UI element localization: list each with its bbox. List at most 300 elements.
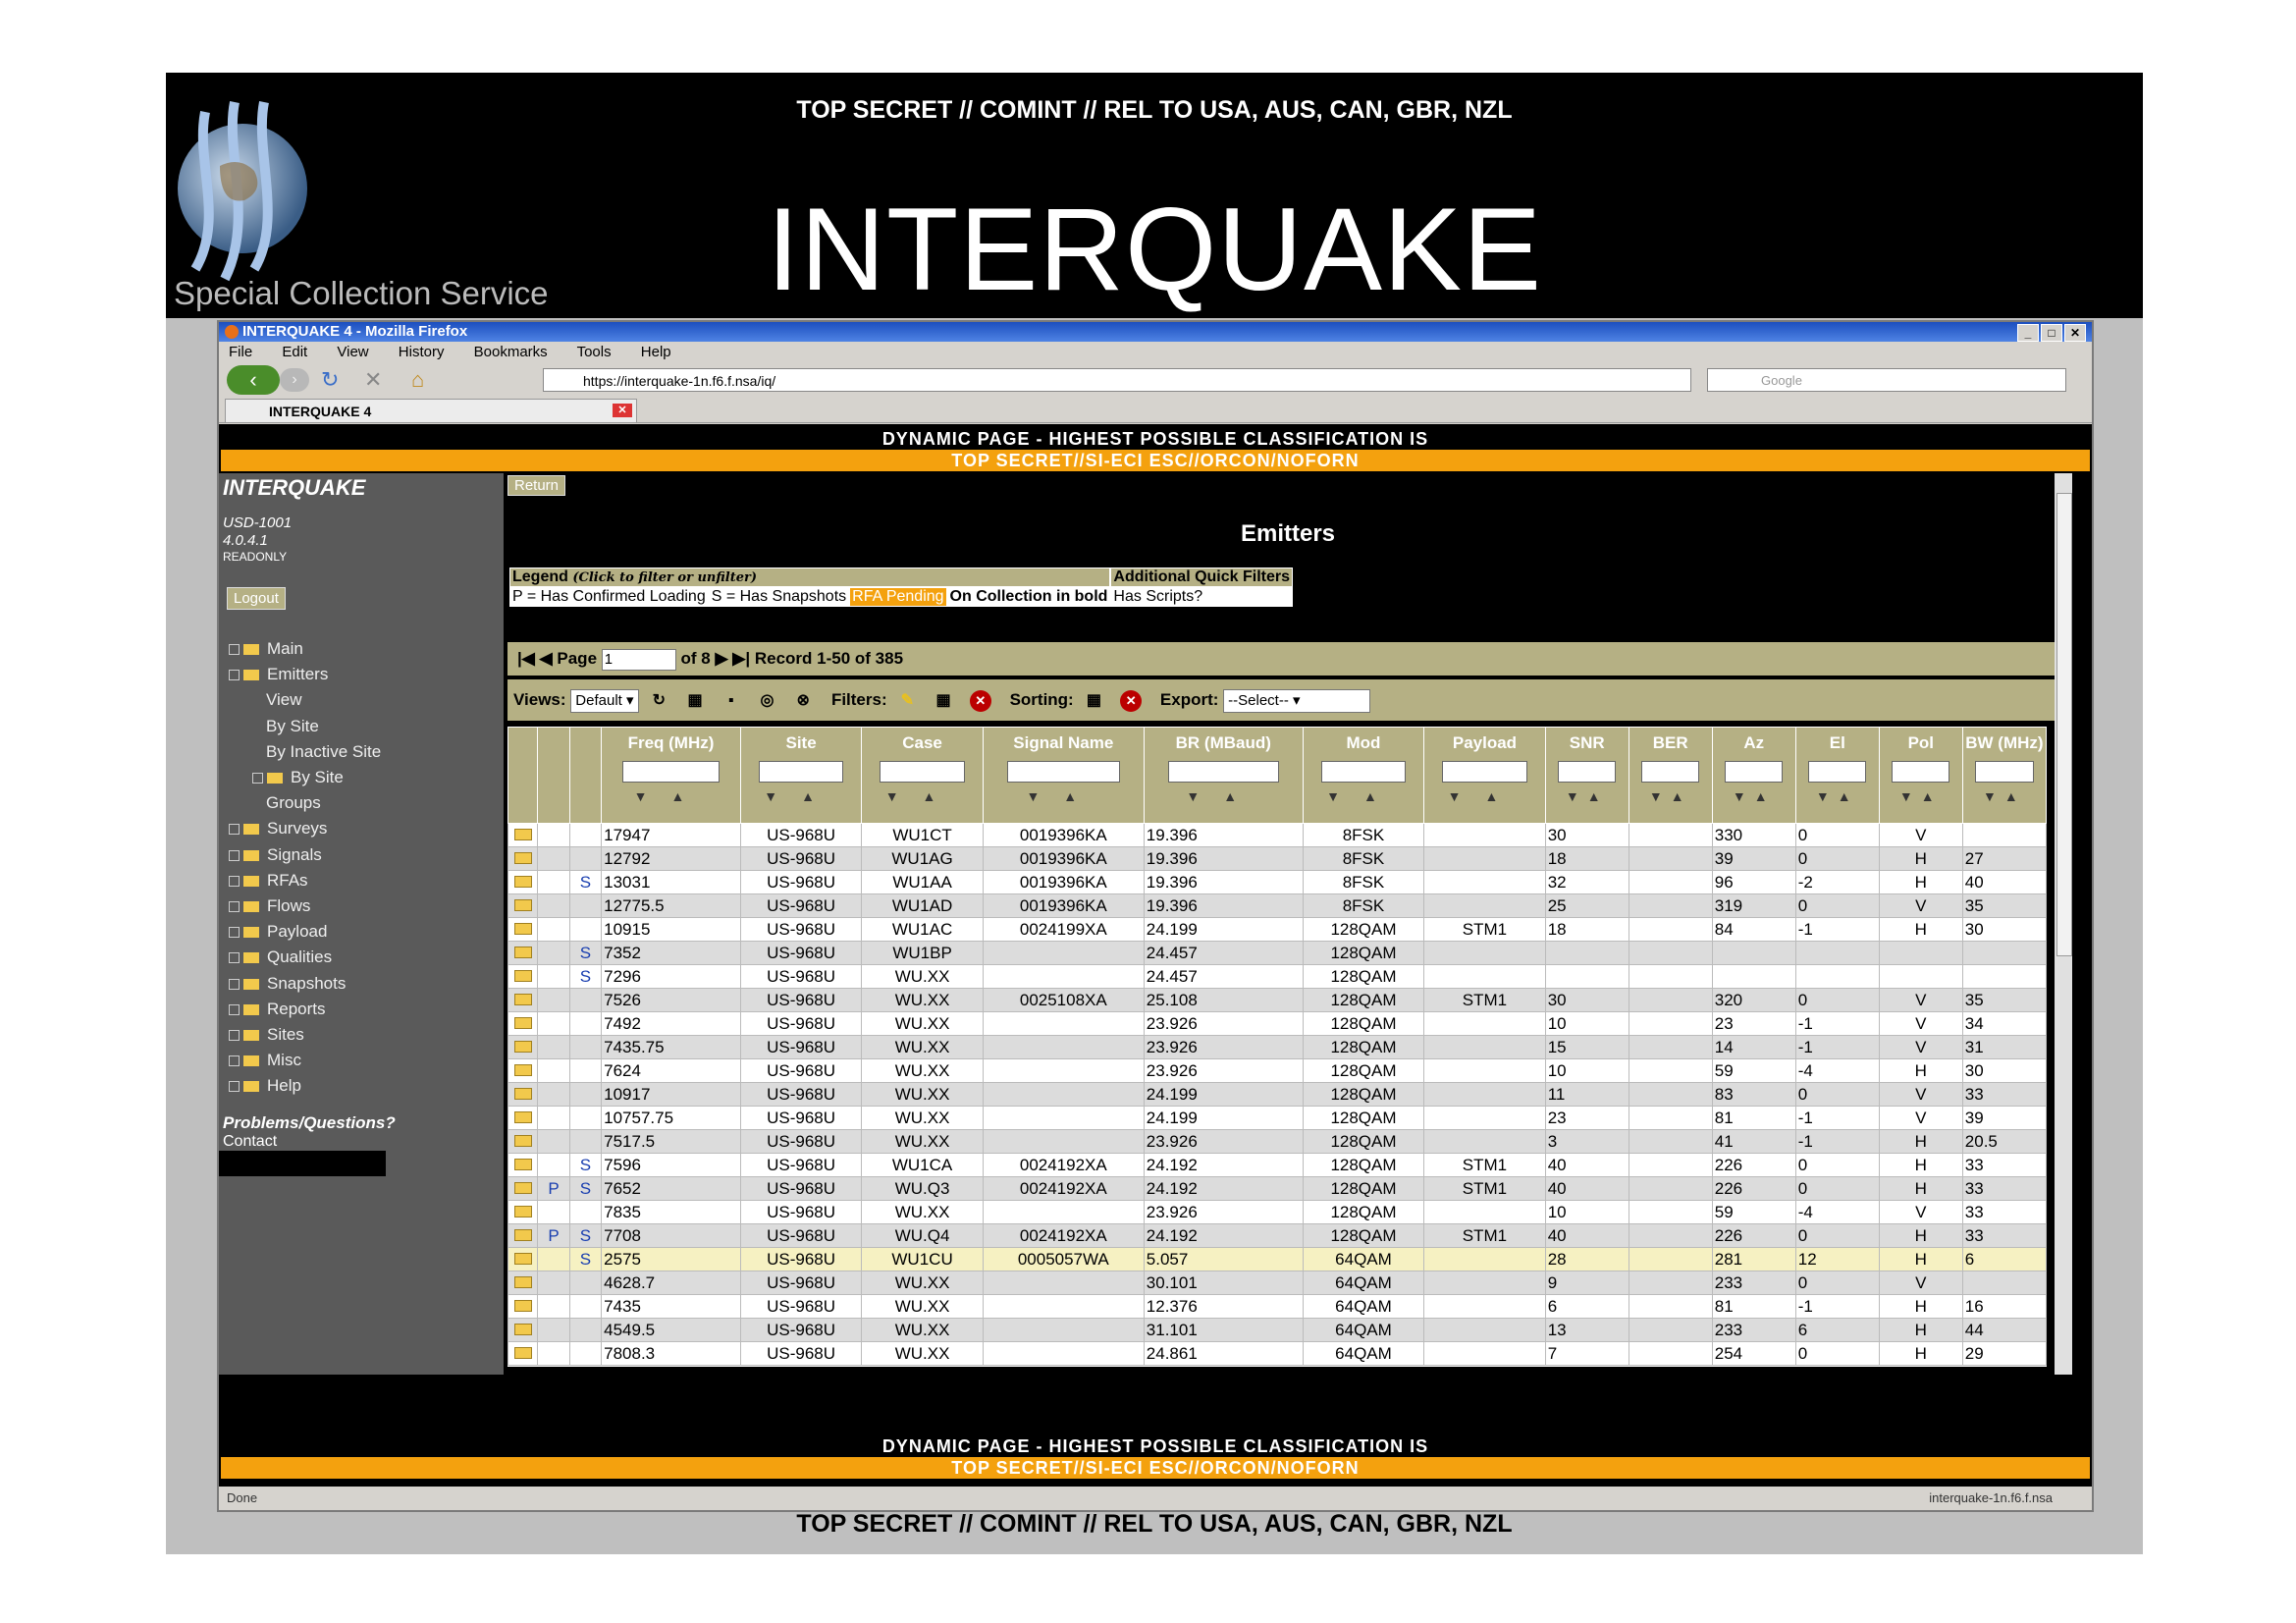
row-folder-icon[interactable]	[508, 1224, 538, 1248]
cell-pol: H	[1879, 1154, 1962, 1177]
col-az[interactable]: Az ▼▲	[1712, 728, 1795, 824]
cell-br: 19.396	[1144, 824, 1303, 847]
row-folder-icon[interactable]	[508, 1201, 538, 1224]
sort-arrows-icon[interactable]: ▼▲	[1983, 788, 2026, 804]
cell-el: 0	[1795, 989, 1879, 1012]
cell-az: 226	[1712, 1154, 1795, 1177]
tree-item-misc[interactable]: Misc	[229, 1048, 381, 1073]
cell-snr: 28	[1545, 1248, 1629, 1271]
cell-sig	[983, 1059, 1144, 1083]
cell-site: US-968U	[740, 1224, 861, 1248]
cell-az	[1712, 965, 1795, 989]
cell-ber	[1629, 1177, 1712, 1201]
row-folder-icon[interactable]	[508, 894, 538, 918]
freq-filter-input[interactable]	[622, 761, 720, 783]
flag-p: P	[538, 1224, 569, 1248]
close-window-button[interactable]: ✕	[2064, 324, 2086, 342]
grid-body	[508, 824, 2047, 1366]
cell-pol: H	[1879, 1059, 1962, 1083]
legend	[509, 568, 1293, 607]
flag-p	[538, 989, 569, 1012]
cell-az: 233	[1712, 1271, 1795, 1295]
folder-icon	[243, 644, 259, 655]
cell-pay	[1424, 1059, 1545, 1083]
sort-arrows-icon[interactable]: ▼▲	[633, 788, 709, 804]
cell-ber	[1629, 965, 1712, 989]
tree-item-view[interactable]: View	[266, 690, 302, 710]
table-row[interactable]	[508, 918, 2047, 942]
cell-br: 23.926	[1144, 1130, 1303, 1154]
folder-icon	[514, 947, 532, 958]
cell-bw: 33	[1962, 1201, 2046, 1224]
menu-tools[interactable]: Tools	[576, 344, 612, 360]
cell-case: WU.XX	[862, 1130, 983, 1154]
row-folder-icon[interactable]	[508, 1036, 538, 1059]
sort-arrows-icon[interactable]: ▼▲	[1815, 788, 1859, 804]
cell-az: 320	[1712, 989, 1795, 1012]
cell-snr	[1545, 965, 1629, 989]
tab-close-icon[interactable]: ✕	[613, 404, 632, 417]
cell-bw: 30	[1962, 1059, 2046, 1083]
row-folder-icon[interactable]	[508, 989, 538, 1012]
row-folder-icon[interactable]	[508, 1295, 538, 1319]
readonly-label: READONLY	[223, 550, 288, 564]
row-folder-icon[interactable]	[508, 1342, 538, 1366]
row-folder-icon[interactable]	[508, 1271, 538, 1295]
table-row[interactable]	[508, 1224, 2047, 1248]
browser-window	[217, 320, 2094, 1512]
col-signal-name[interactable]: Signal Name ▼▲	[983, 728, 1144, 824]
stop-icon[interactable]: ✕	[364, 367, 383, 392]
cell-sig	[983, 1342, 1144, 1366]
cell-pol: H	[1879, 1295, 1962, 1319]
table-row[interactable]	[508, 1295, 2047, 1319]
signal-filter-input[interactable]	[1007, 761, 1120, 783]
next-page-icon[interactable]: ▶	[715, 649, 728, 668]
cell-mod: 64QAM	[1303, 1248, 1423, 1271]
sort-arrows-icon[interactable]: ▼▲	[1898, 788, 1943, 804]
cell-az: 84	[1712, 918, 1795, 942]
grid-icon[interactable]: ▦	[687, 691, 703, 709]
col-bw[interactable]: BW (MHz) ▼▲	[1962, 728, 2046, 824]
table-row[interactable]	[508, 871, 2047, 894]
folder-icon	[514, 1182, 532, 1194]
delete-view-icon[interactable]: ⊗	[796, 691, 810, 709]
menu-history[interactable]: History	[398, 344, 445, 360]
pol-filter-input[interactable]	[1892, 761, 1949, 783]
cell-site: US-968U	[740, 1177, 861, 1201]
url-bar[interactable]	[543, 368, 1691, 392]
cell-pol: H	[1879, 1224, 1962, 1248]
col-pol[interactable]: Pol ▼▲	[1879, 728, 1962, 824]
sort-arrows-icon[interactable]: ▼▲	[1732, 788, 1776, 804]
flag-s: S	[569, 1224, 601, 1248]
cell-case: WU.XX	[862, 1083, 983, 1107]
cell-pol: H	[1879, 1130, 1962, 1154]
cell-az: 41	[1712, 1130, 1795, 1154]
sort-arrows-icon[interactable]: ▼▲	[1026, 788, 1101, 804]
cell-el: 0	[1795, 1083, 1879, 1107]
folder-icon	[514, 876, 532, 888]
mod-filter-input[interactable]	[1321, 761, 1406, 783]
cell-pol: V	[1879, 1036, 1962, 1059]
cell-site: US-968U	[740, 918, 861, 942]
row-folder-icon[interactable]	[508, 871, 538, 894]
cell-el: 0	[1795, 1177, 1879, 1201]
tree-item-rfas[interactable]: RFAs	[229, 868, 381, 893]
row-folder-icon[interactable]	[508, 1083, 538, 1107]
cell-freq: 7835	[602, 1201, 741, 1224]
table-row[interactable]	[508, 1107, 2047, 1130]
tree-item-reports[interactable]: Reports	[229, 997, 381, 1022]
cell-ber	[1629, 1083, 1712, 1107]
flag-p	[538, 1154, 569, 1177]
cell-br: 24.192	[1144, 1154, 1303, 1177]
cell-pay	[1424, 1130, 1545, 1154]
legend-snapshots[interactable]: S = Has Snapshots	[709, 587, 849, 607]
cell-site: US-968U	[740, 1012, 861, 1036]
flag-p	[538, 1295, 569, 1319]
cell-site: US-968U	[740, 1107, 861, 1130]
table-row[interactable]	[508, 1130, 2047, 1154]
tree-item-payload[interactable]: Payload	[229, 919, 381, 945]
return-button[interactable]: Return	[507, 475, 565, 496]
first-page-icon[interactable]: |◀	[517, 649, 535, 668]
cell-pol: V	[1879, 989, 1962, 1012]
url-text: https://interquake-1n.f6.f.nsa/iq/	[583, 373, 776, 389]
legend-rfa-pending[interactable]: RFA Pending	[849, 587, 946, 607]
forward-button[interactable]: ›	[280, 368, 309, 392]
tree-item-surveys[interactable]: Surveys	[229, 816, 381, 841]
vertical-scrollbar[interactable]	[2055, 473, 2072, 1375]
col-ber[interactable]: BER ▼▲	[1629, 728, 1712, 824]
cell-snr	[1545, 942, 1629, 965]
cell-pay	[1424, 1319, 1545, 1342]
cell-sig: 0005057WA	[983, 1248, 1144, 1271]
col-site[interactable]: Site ▼▲	[740, 728, 861, 824]
flag-p	[538, 965, 569, 989]
cell-pay: STM1	[1424, 1177, 1545, 1201]
cell-pay	[1424, 1083, 1545, 1107]
br-filter-input[interactable]	[1168, 761, 1279, 783]
cell-el: 0	[1795, 1224, 1879, 1248]
cell-mod: 128QAM	[1303, 1154, 1423, 1177]
save-icon[interactable]: ▪	[727, 691, 734, 709]
cell-snr: 6	[1545, 1295, 1629, 1319]
cell-el: -1	[1795, 1295, 1879, 1319]
cell-ber	[1629, 1036, 1712, 1059]
cell-case: WU.XX	[862, 1342, 983, 1366]
record-range: Record 1-50 of 385	[754, 649, 904, 668]
cell-bw: 6	[1962, 1248, 2046, 1271]
table-row[interactable]	[508, 1177, 2047, 1201]
flag-p	[538, 847, 569, 871]
cell-sig	[983, 1083, 1144, 1107]
row-folder-icon[interactable]	[508, 1248, 538, 1271]
cell-ber	[1629, 1201, 1712, 1224]
page-count: of 8	[680, 649, 711, 668]
cell-freq: 7652	[602, 1177, 741, 1201]
sort-arrows-icon[interactable]: ▼▲	[884, 788, 960, 804]
quick-filter-has-scripts[interactable]: Has Scripts?	[1110, 587, 1293, 607]
sort-arrows-icon[interactable]: ▼▲	[1186, 788, 1261, 804]
row-folder-icon[interactable]	[508, 1130, 538, 1154]
el-filter-input[interactable]	[1808, 761, 1866, 783]
folder-icon	[514, 970, 532, 982]
cell-freq: 7352	[602, 942, 741, 965]
cell-pol: V	[1879, 1271, 1962, 1295]
site-filter-input[interactable]	[759, 761, 843, 783]
folder-icon	[243, 876, 259, 887]
row-folder-icon[interactable]	[508, 1059, 538, 1083]
cell-pay	[1424, 1342, 1545, 1366]
flag-p	[538, 1271, 569, 1295]
cell-mod: 8FSK	[1303, 847, 1423, 871]
clear-sort-icon[interactable]: ✕	[1120, 690, 1142, 712]
cell-ber	[1629, 824, 1712, 847]
payload-filter-input[interactable]	[1442, 761, 1526, 783]
cell-sig: 0024192XA	[983, 1154, 1144, 1177]
filter-grid-icon[interactable]: ▦	[935, 691, 951, 709]
maximize-button[interactable]: □	[2041, 324, 2062, 342]
folder-icon	[243, 979, 259, 990]
refresh-icon[interactable]: ↻	[652, 691, 666, 709]
folder-icon	[514, 1253, 532, 1265]
page-input[interactable]	[602, 649, 676, 671]
cell-case: WU1AG	[862, 847, 983, 871]
scroll-thumb[interactable]	[2056, 493, 2072, 956]
cell-pay: STM1	[1424, 989, 1545, 1012]
cell-mod: 128QAM	[1303, 942, 1423, 965]
cell-case: WU.XX	[862, 1036, 983, 1059]
clear-filters-icon[interactable]: ✕	[970, 690, 991, 712]
cell-freq: 7517.5	[602, 1130, 741, 1154]
cell-sig	[983, 1036, 1144, 1059]
row-folder-icon[interactable]	[508, 965, 538, 989]
col-br[interactable]: BR (MBaud) ▼▲	[1144, 728, 1303, 824]
row-folder-icon[interactable]	[508, 1319, 538, 1342]
views-select[interactable]: Default ▾	[570, 689, 638, 713]
tab-label: INTERQUAKE 4	[269, 404, 372, 419]
table-row[interactable]	[508, 1248, 2047, 1271]
cell-mod: 128QAM	[1303, 1201, 1423, 1224]
cell-case: WU1BP	[862, 942, 983, 965]
flag-s: S	[569, 942, 601, 965]
table-row[interactable]	[508, 965, 2047, 989]
cell-freq: 7296	[602, 965, 741, 989]
cell-pol: V	[1879, 1201, 1962, 1224]
legend-on-collection[interactable]: On Collection in bold	[947, 587, 1111, 607]
tree-item-qualities[interactable]: Qualities	[229, 945, 381, 970]
cell-site: US-968U	[740, 1271, 861, 1295]
banner-bottom-line1: DYNAMIC PAGE - HIGHEST POSSIBLE CLASSIFICATION IS	[881, 1436, 1429, 1456]
tree-item-by-inactive-site[interactable]: By Inactive Site	[266, 741, 382, 761]
row-folder-icon[interactable]	[508, 1177, 538, 1201]
problems-link[interactable]: Problems/Questions?	[223, 1113, 396, 1132]
folder-icon	[514, 852, 532, 864]
ber-filter-input[interactable]	[1641, 761, 1699, 783]
cell-br: 31.101	[1144, 1319, 1303, 1342]
logout-button[interactable]: Logout	[227, 587, 286, 610]
flag-s	[569, 1059, 601, 1083]
minimize-button[interactable]: _	[2017, 324, 2039, 342]
cell-pay	[1424, 965, 1545, 989]
table-row[interactable]	[508, 942, 2047, 965]
menu-help[interactable]: Help	[640, 344, 671, 360]
settings-icon[interactable]: ◎	[760, 691, 774, 709]
table-row[interactable]	[508, 1083, 2047, 1107]
col-el[interactable]: El ▼▲	[1795, 728, 1879, 824]
flag-s	[569, 894, 601, 918]
cell-pay	[1424, 1012, 1545, 1036]
col-snr[interactable]: SNR ▼▲	[1545, 728, 1629, 824]
tree-item-groups[interactable]: Groups	[266, 793, 321, 813]
legend-confirmed-loading[interactable]: P = Has Confirmed Loading	[509, 587, 709, 607]
cell-snr: 23	[1545, 1107, 1629, 1130]
cell-ber	[1629, 989, 1712, 1012]
tree-item-help[interactable]: Help	[229, 1073, 381, 1099]
flag-s: S	[569, 1248, 601, 1271]
table-row[interactable]	[508, 1012, 2047, 1036]
tree-item-snapshots[interactable]: Snapshots	[229, 971, 381, 997]
table-row[interactable]	[508, 894, 2047, 918]
cell-case: WU.XX	[862, 1319, 983, 1342]
sort-grid-icon[interactable]: ▦	[1086, 691, 1102, 709]
sort-arrows-icon[interactable]: ▼▲	[1447, 788, 1522, 804]
tree-item-main[interactable]: Main	[229, 636, 381, 662]
tab-interquake[interactable]	[225, 399, 637, 422]
prev-page-icon[interactable]: ◀	[539, 649, 553, 668]
sort-arrows-icon[interactable]: ▼▲	[1326, 788, 1401, 804]
tree-item-flows[interactable]: Flows	[229, 893, 381, 919]
back-button[interactable]: ‹	[227, 365, 280, 395]
cell-ber	[1629, 1319, 1712, 1342]
table-row[interactable]	[508, 1342, 2047, 1366]
reload-icon[interactable]: ↻	[321, 367, 340, 392]
menu-edit[interactable]: Edit	[282, 344, 308, 360]
cell-bw	[1962, 824, 2046, 847]
cell-freq: 10915	[602, 918, 741, 942]
table-row[interactable]	[508, 1201, 2047, 1224]
cell-mod: 128QAM	[1303, 918, 1423, 942]
folder-icon	[243, 1030, 259, 1041]
row-folder-icon[interactable]	[508, 1154, 538, 1177]
row-folder-icon[interactable]	[508, 1012, 538, 1036]
cell-site: US-968U	[740, 847, 861, 871]
row-folder-icon[interactable]	[508, 918, 538, 942]
page-title: Emitters	[1240, 520, 1336, 547]
flag-p	[538, 1012, 569, 1036]
sort-arrows-icon[interactable]: ▼▲	[1565, 788, 1609, 804]
row-folder-icon[interactable]	[508, 1107, 538, 1130]
menu-file[interactable]: File	[229, 344, 253, 360]
az-filter-input[interactable]	[1725, 761, 1783, 783]
table-row[interactable]	[508, 989, 2047, 1012]
table-row[interactable]	[508, 1059, 2047, 1083]
col-case[interactable]: Case ▼▲	[862, 728, 983, 824]
table-row[interactable]	[508, 847, 2047, 871]
home-icon[interactable]: ⌂	[411, 367, 425, 392]
table-row[interactable]	[508, 824, 2047, 847]
snr-filter-input[interactable]	[1558, 761, 1616, 783]
tree-item-signals[interactable]: Signals	[229, 842, 381, 868]
cell-case: WU.XX	[862, 1059, 983, 1083]
tree-item-by-site[interactable]: By Site	[266, 716, 319, 735]
cell-br: 12.376	[1144, 1295, 1303, 1319]
col-mod[interactable]: Mod ▼▲	[1303, 728, 1423, 824]
row-folder-icon[interactable]	[508, 942, 538, 965]
cell-bw: 33	[1962, 1083, 2046, 1107]
cell-br: 23.926	[1144, 1059, 1303, 1083]
cell-bw: 31	[1962, 1036, 2046, 1059]
cell-sig: 0024192XA	[983, 1177, 1144, 1201]
cell-sig	[983, 1295, 1144, 1319]
flag-p	[538, 942, 569, 965]
cell-site: US-968U	[740, 871, 861, 894]
tree-item-sites[interactable]: Sites	[229, 1022, 381, 1048]
cell-bw: 44	[1962, 1319, 2046, 1342]
filter-wand-icon[interactable]: ✎	[900, 691, 915, 709]
tree-item-by-site-folder[interactable]: By Site	[229, 765, 381, 790]
case-filter-input[interactable]	[880, 761, 964, 783]
flag-p	[538, 894, 569, 918]
bw-filter-input[interactable]	[1975, 761, 2034, 783]
cell-case: WU1CA	[862, 1154, 983, 1177]
col-payload[interactable]: Payload ▼▲	[1424, 728, 1545, 824]
last-page-icon[interactable]: ▶|	[732, 649, 751, 668]
row-folder-icon[interactable]	[508, 824, 538, 847]
cell-snr: 40	[1545, 1177, 1629, 1201]
row-folder-icon[interactable]	[508, 847, 538, 871]
cell-site: US-968U	[740, 1295, 861, 1319]
flag-p	[538, 1248, 569, 1271]
cell-site: US-968U	[740, 824, 861, 847]
status-url: interquake-1n.f6.f.nsa	[1929, 1490, 2053, 1505]
cell-snr: 30	[1545, 989, 1629, 1012]
sorting-label: Sorting:	[1009, 690, 1074, 709]
cell-pay	[1424, 1248, 1545, 1271]
contact-link[interactable]: Contact	[223, 1133, 278, 1150]
col-freq[interactable]: Freq (MHz) ▼▲	[602, 728, 741, 824]
table-row[interactable]	[508, 1036, 2047, 1059]
tree-item-emitters[interactable]: Emitters	[229, 662, 381, 687]
cell-snr: 10	[1545, 1201, 1629, 1224]
cell-sig	[983, 1271, 1144, 1295]
sort-arrows-icon[interactable]: ▼▲	[764, 788, 838, 804]
cell-br: 24.199	[1144, 918, 1303, 942]
cell-el: 0	[1795, 847, 1879, 871]
flag-s	[569, 1295, 601, 1319]
menu-bookmarks[interactable]: Bookmarks	[473, 344, 548, 360]
sort-arrows-icon[interactable]: ▼▲	[1648, 788, 1692, 804]
cell-snr: 18	[1545, 918, 1629, 942]
status-bar	[219, 1487, 2092, 1510]
cell-sig: 0019396KA	[983, 871, 1144, 894]
slide-header	[166, 73, 2143, 318]
table-row[interactable]	[508, 1319, 2047, 1342]
table-row[interactable]	[508, 1154, 2047, 1177]
folder-icon	[243, 1004, 259, 1015]
export-select[interactable]: --Select-- ▾	[1223, 689, 1370, 713]
cell-pay	[1424, 847, 1545, 871]
cell-br: 19.396	[1144, 847, 1303, 871]
cell-ber	[1629, 847, 1712, 871]
cell-case: WU.Q4	[862, 1224, 983, 1248]
table-row[interactable]	[508, 1271, 2047, 1295]
cell-mod: 8FSK	[1303, 824, 1423, 847]
menu-view[interactable]: View	[337, 344, 369, 360]
search-box[interactable]	[1707, 368, 2066, 392]
